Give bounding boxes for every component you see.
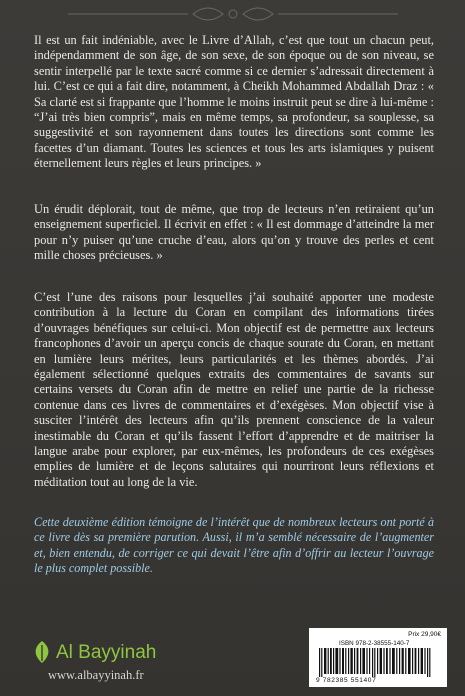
publisher-logo (26, 639, 206, 689)
edition-note-paragraph: Cette deuxième édition témoigne de l’intérêt que de nombreux lecteurs ont porté à ce livre dès sa première parution. Aussi, il m’a semblé nécessaire de l’augmenter et, bien entendu, de corriger ce qui devait l’être afin d’offrir au lecteur l’ouvrage le plus complet possible. (34, 515, 434, 576)
scholar-quote-paragraph: Un érudit déplorait, tout de même, que trop de lecteurs n’en retiraient qu’un enseignement superficiel. Il écrivit en effet : « Il est dommage d’atteindre la mer pour n’y puiser qu’une cruche d’eau, alors qu’on y trouve des perles et cent mille choses précieuses. » (34, 202, 434, 263)
isbn-label: ISBN 978-2-38555-140-7 (339, 640, 410, 647)
publisher-name: Al Bayyinah (56, 642, 157, 663)
leaf-icon (30, 639, 54, 665)
barcode-panel (309, 628, 447, 687)
intro-paragraph: Il est un fait indéniable, avec le Livre d’Allah, c’est que tout un chacun peut, indépendamment de son âge, de son sexe, de son époque ou de son niveau, se sentir interpellé par le texte sacré comme si ce dernier s’adressait directement à lui. C’est ce qui a fait dire, notamment, à Cheikh Mohammed Abdallah Draz : « Sa clarté est si frappante que l’homme le moins instruit peut se dire à lui-même : “J’ai très bien compris”, mais en même temps, sa profondeur, sa souplesse, sa suggestivité et son rayonnement dans toutes les directions sont comme les facettes d’un diamant. Toutes les sciences et tous les arts islamiques y puisent éternellement leurs règles et leurs principes. » (34, 33, 434, 171)
publisher-url[interactable]: www.albayyinah.fr (48, 668, 144, 682)
objective-paragraph: C’est l’une des raisons pour lesquelles j’ai souhaité apporter une modeste contribution à la lecture du Coran en compilant des informations tirées d’ouvrages bénéfiques sur celui-ci. Mon objectif est de permettre aux lecteurs francophones d’avoir un aperçu concis de chaque sourate du Coran, en mettant en lumière leurs mérites, leurs particularités et les thèmes abordés. J’ai également sélectionné quelques extraits des commentaires de savants sur certains versets du Coran afin de mettre en relief une partie de la richesse contenue dans ces livres de commentaires et d’exégèses. Mon objectif vise à susciter l’intérêt des lecteurs afin qu’ils prennent conscience de la valeur inestimable du Coran et qu’ils fassent l’effort d’apprendre et de maitriser la langue arabe pour explorer, par eux-mêmes, les profondeurs de ces exégèses emplies de lumière et de leçons salutaires qui nourriront leurs réflexions et méditation tout au long de la vie. (34, 290, 434, 489)
barcode-digits: 9 782385 551407 (316, 677, 377, 684)
barcode (317, 648, 439, 677)
top-ornament (0, 4, 465, 24)
price-label: Prix 29,90€ (408, 631, 441, 638)
